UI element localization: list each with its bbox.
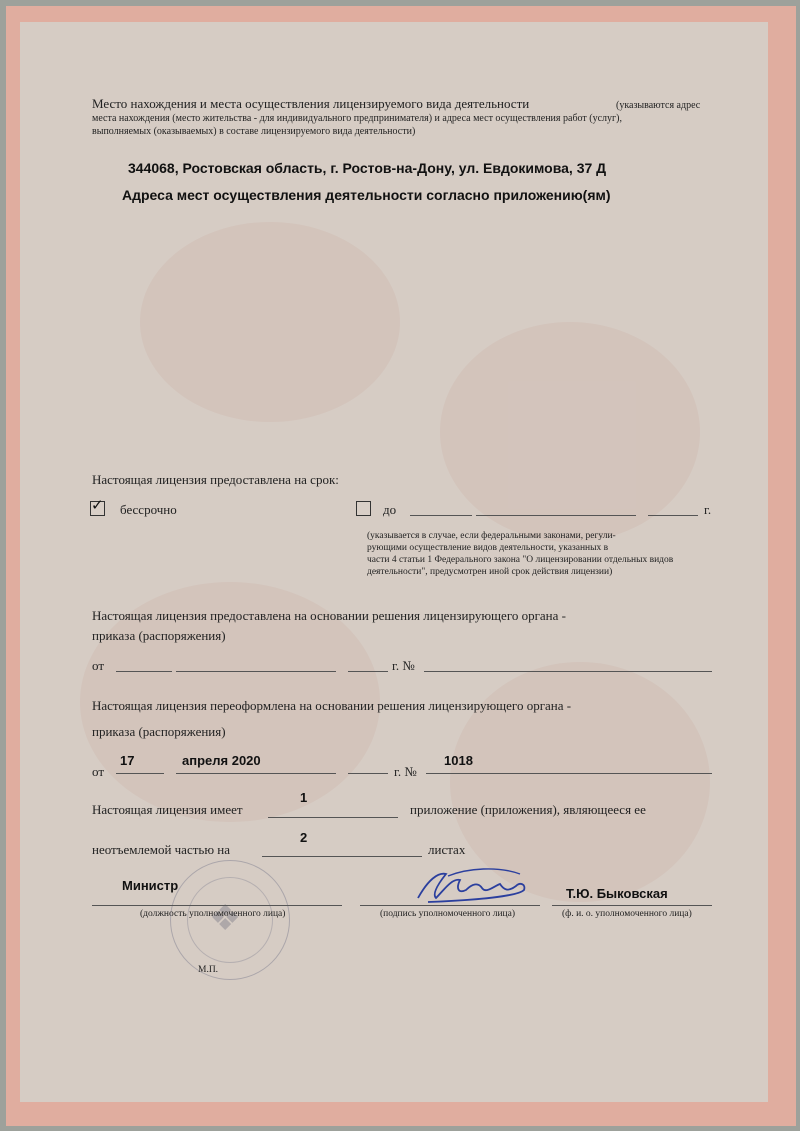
- until-year-line: [648, 515, 698, 516]
- addresses-note: Адреса мест осуществления деятельности согласно приложению(ям): [122, 187, 611, 203]
- appendix-count: 1: [300, 790, 308, 805]
- reissued-day-line: [116, 773, 164, 774]
- until-day-line: [410, 515, 472, 516]
- stamp-label: М.П.: [198, 965, 219, 975]
- appendix-line-2-end: листах: [428, 842, 466, 857]
- option-unlimited: бессрочно: [120, 502, 177, 517]
- granted-number-label: г. №: [392, 658, 415, 673]
- term-heading: Настоящая лицензия предоставлена на срок:: [92, 472, 339, 487]
- reissued-line-1: Настоящая лицензия переоформлена на основании решения лицензирующего органа -: [92, 698, 572, 713]
- appendix-sheets: 2: [300, 830, 308, 845]
- reissued-number-line: [426, 773, 712, 774]
- granted-line-2: приказа (распоряжения): [92, 628, 226, 643]
- until-month-line: [476, 515, 636, 516]
- position-caption: (должность уполномоченного лица): [140, 909, 286, 919]
- eagle-emblem-icon: ❖: [209, 898, 242, 938]
- reissued-number-label: г. №: [394, 764, 417, 779]
- until-checkbox[interactable]: [356, 501, 371, 516]
- name-line: [552, 905, 712, 906]
- granted-day-line: [116, 671, 172, 672]
- position-line: [92, 905, 342, 906]
- signature-line: [360, 905, 540, 906]
- reissued-number: 1018: [444, 753, 473, 768]
- unlimited-checkbox[interactable]: [90, 496, 105, 516]
- term-note-1: (указывается в случае, если федеральными законами, регули-: [367, 531, 616, 541]
- granted-line-1: Настоящая лицензия предоставлена на основании решения лицензирующего органа -: [92, 608, 566, 623]
- signatory-name: Т.Ю. Быковская: [566, 886, 668, 901]
- reissued-line-2: приказа (распоряжения): [92, 724, 226, 739]
- reissued-from-label: от: [92, 764, 105, 779]
- check-icon: ✓: [91, 496, 104, 514]
- reissued-month-line: [176, 773, 336, 774]
- granted-from-label: от: [92, 658, 105, 673]
- appendix-sheets-line: [262, 856, 422, 857]
- option-until: до: [383, 502, 397, 517]
- appendix-line-2-start: неотъемлемой частью на: [92, 842, 231, 857]
- appendix-count-line: [268, 817, 398, 818]
- granted-month-line: [176, 671, 336, 672]
- name-caption: (ф. и. о. уполномоченного лица): [562, 909, 692, 919]
- location-note-2: места нахождения (место жительства - для индивидуального предпринимателя) и адреса мест осуществления работ (услуг),: [92, 113, 622, 124]
- term-note-3: части 4 статьи 1 Федерального закона "О лицензировании отдельных видов: [367, 555, 674, 565]
- reissued-year-line: [348, 773, 388, 774]
- location-note-3: выполняемых (оказываемых) в составе лицензируемого вида деятельности): [92, 126, 416, 137]
- until-year-suffix: г.: [704, 502, 712, 517]
- granted-number-line: [424, 671, 712, 672]
- reissued-month-year: апреля 2020: [182, 753, 261, 768]
- signature-icon: [408, 860, 538, 910]
- license-address: 344068, Ростовская область, г. Ростов-на-Дону, ул. Евдокимова, 37 Д: [128, 160, 607, 176]
- appendix-line-1-end: приложение (приложения), являющееся ее: [410, 802, 646, 817]
- location-heading: Место нахождения и места осуществления лицензируемого вида деятельности: [92, 96, 530, 111]
- location-note-1: (указываются адрес: [616, 100, 701, 111]
- granted-year-line: [348, 671, 388, 672]
- term-note-2: рующими осуществление видов деятельности, указанных в: [367, 543, 609, 553]
- reissued-day: 17: [120, 753, 135, 768]
- term-note-4: деятельности", предусмотрен иной срок действия лицензии): [367, 567, 613, 577]
- signatory-position: Министр: [122, 878, 179, 893]
- appendix-line-1-start: Настоящая лицензия имеет: [92, 802, 243, 817]
- signature-caption: (подпись уполномоченного лица): [380, 909, 516, 919]
- official-seal: [170, 860, 290, 980]
